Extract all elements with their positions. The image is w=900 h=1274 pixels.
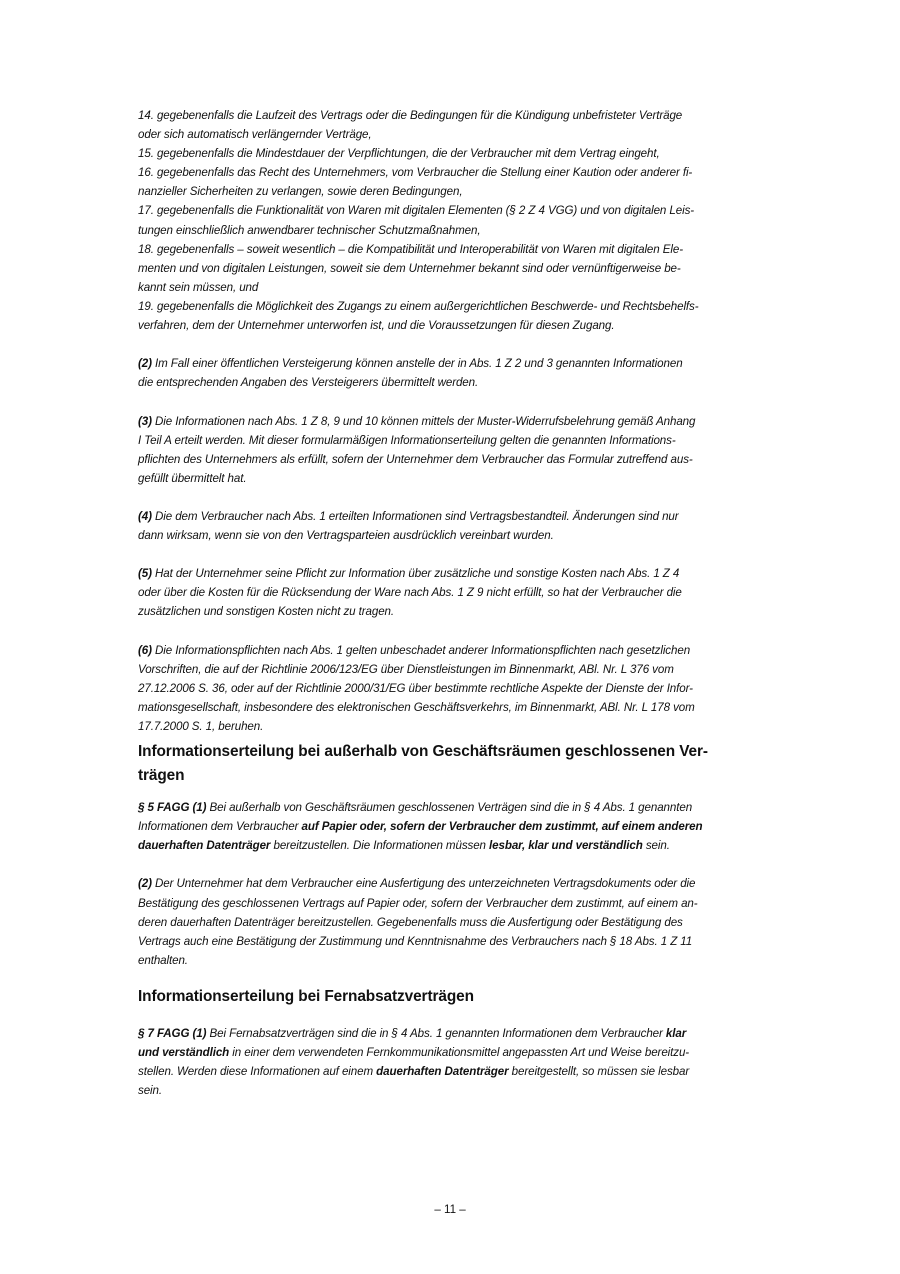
- list-item: [138, 144, 750, 163]
- section-5-paragraph-2: [138, 874, 750, 969]
- text-line: tungen einschließlich anwendbarer technischer Schutzmaßnahmen,: [138, 223, 481, 237]
- text-line: [138, 836, 750, 855]
- heading-line: trägen: [138, 767, 185, 785]
- text-line: oder sich automatisch verlängernder Verträge,: [138, 128, 372, 142]
- text-line: I Teil A erteilt werden. Mit dieser formularmäßigen Informationserteilung gelten die genannten Informations-: [138, 433, 676, 447]
- paragraph-gap: [138, 545, 750, 564]
- text-line: [138, 1062, 750, 1081]
- text-line: [138, 1024, 750, 1043]
- emphasis-text: lesbar, klar und verständlich: [489, 839, 643, 853]
- text-span: sein.: [642, 839, 670, 853]
- text-line: Bestätigung des geschlossenen Vertrags auf Papier oder, sofern der Verbraucher dem zustimmt, auf einem an-: [138, 896, 698, 910]
- text-line: kannt sein müssen, und: [138, 280, 259, 294]
- text-line: pflichten des Unternehmers als erfüllt, sofern der Unternehmer dem Verbraucher das Formular zutreffend aus-: [138, 452, 693, 466]
- emphasis-text: dauerhaften Datenträger: [376, 1065, 509, 1079]
- text-span: Bei außerhalb von Geschäftsräumen geschlossenen Verträgen sind die in § 4 Abs. 1 genannten: [206, 801, 693, 815]
- heading-line: Informationserteilung bei außerhalb von Geschäftsräumen geschlossenen Ver-: [138, 743, 708, 761]
- paragraph-number: (6): [138, 643, 152, 657]
- page-number: – 11 –: [434, 1203, 466, 1216]
- section-heading-offsite: [138, 740, 750, 788]
- text-span: Der Unternehmer hat dem Verbraucher eine Ausfertigung des unterzeichneten Vertragsdokuments oder die: [151, 877, 696, 891]
- text-span: Die Informationen nach Abs. 1 Z 8, 9 und 10 können mittels der Muster-Widerrufsbelehrung gemäß Anhang: [151, 414, 696, 428]
- text-span: Hat der Unternehmer seine Pflicht zur Information über zusätzliche und sonstige Kosten nach Abs. 1 Z 4: [151, 567, 680, 581]
- paragraph-number: (2): [138, 877, 152, 891]
- list-item: [138, 297, 750, 335]
- text-span: bereitgestellt, so müssen sie lesbar: [508, 1065, 690, 1079]
- text-span: bereitzustellen. Die Informationen müssen: [270, 839, 490, 853]
- text-span: Die dem Verbraucher nach Abs. 1 erteilten Informationen sind Vertragsbestandteil. Änderungen sind nur: [151, 509, 679, 523]
- text-line: gefüllt übermittelt hat.: [138, 471, 247, 485]
- text-line: mationsgesellschaft, insbesondere des elektronischen Geschäftsverkehrs, im Binnenmarkt, ABl. Nr. L 178 vom: [138, 700, 695, 714]
- text-line: 27.12.2006 S. 36, oder auf der Richtlinie 2000/31/EG über bestimmte rechtliche Aspekte der Dienste der Infor-: [138, 681, 693, 695]
- text-span: in einer dem verwendeten Fernkommunikationsmittel angepassten Art und Weise bereitzu-: [229, 1046, 690, 1060]
- text-line: verfahren, dem der Unternehmer unterworfen ist, und die Voraussetzungen für diesen Zugang.: [138, 319, 615, 333]
- paragraph-gap: [138, 392, 750, 411]
- text-line: enthalten.: [138, 953, 188, 967]
- text-line: deren dauerhaften Datenträger bereitzustellen. Gegebenenfalls muss die Ausfertigung oder Bestätigung des: [138, 915, 683, 929]
- text-line: [138, 874, 750, 893]
- section-reference: § 7 FAGG (1): [138, 1026, 207, 1040]
- section-reference: § 5 FAGG (1): [138, 801, 207, 815]
- paragraph-4: [138, 507, 750, 545]
- text-line: dann wirksam, wenn sie von den Vertragsparteien ausdrücklich vereinbart wurden.: [138, 529, 554, 543]
- text-line: [138, 507, 750, 526]
- enumeration-list: [138, 106, 750, 335]
- text-line: Vertrags auch eine Bestätigung der Zustimmung und Kenntnisnahme des Verbrauchers nach § 18 Abs. 1 Z 11: [138, 934, 693, 948]
- paragraph-gap: [138, 488, 750, 507]
- emphasis-text: klar: [665, 1026, 687, 1040]
- paragraph-6: [138, 641, 750, 736]
- text-span: Bei Fernabsatzverträgen sind die in § 4 Abs. 1 genannten Informationen dem Verbraucher: [206, 1026, 666, 1040]
- section-7-paragraph-1: [138, 1024, 750, 1100]
- document-page: [138, 106, 750, 1100]
- text-line: oder über die Kosten für die Rücksendung der Ware nach Abs. 1 Z 9 nicht erfüllt, so hat der Verbraucher die: [138, 586, 682, 600]
- text-line: [138, 798, 750, 817]
- paragraph-number: (3): [138, 414, 152, 428]
- text-span: Im Fall einer öffentlichen Versteigerung können anstelle der in Abs. 1 Z 2 und 3 genannten Informationen: [151, 357, 683, 371]
- text-line: menten und von digitalen Leistungen, soweit sie dem Unternehmer bekannt sind oder vernünftigerweise be-: [138, 261, 681, 275]
- list-item: [138, 201, 750, 239]
- section-heading-distance: Informationserteilung bei Fernabsatzverträgen: [138, 987, 474, 1005]
- paragraph-gap: [138, 855, 750, 874]
- text-line: 17. gegebenenfalls die Funktionalität von Waren mit digitalen Elementen (§ 2 Z 4 VGG) und von digitalen Leis-: [138, 204, 695, 218]
- paragraph-gap: [138, 622, 750, 641]
- list-item: [138, 106, 750, 144]
- text-line: [138, 412, 750, 431]
- text-line: die entsprechenden Angaben des Versteigerers übermittelt werden.: [138, 376, 479, 390]
- text-line: zusätzlichen und sonstigen Kosten nicht zu tragen.: [138, 605, 395, 619]
- emphasis-text: und verständlich: [138, 1046, 230, 1060]
- text-line: Vorschriften, die auf der Richtlinie 2006/123/EG über Dienstleistungen im Binnenmarkt, ABl. Nr. L 376 vom: [138, 662, 674, 676]
- text-line: nanzieller Sicherheiten zu verlangen, sowie deren Bedingungen,: [138, 185, 463, 199]
- paragraph-number: (4): [138, 509, 152, 523]
- text-line: 18. gegebenenfalls – soweit wesentlich – die Kompatibilität und Interoperabilität von Waren mit digitalen Ele-: [138, 242, 683, 256]
- text-line: [138, 564, 750, 583]
- text-line: [138, 817, 750, 836]
- paragraph-3: [138, 412, 750, 488]
- section-5-paragraph-1: [138, 798, 750, 855]
- text-line: 16. gegebenenfalls das Recht des Unternehmers, vom Verbraucher die Stellung einer Kaution oder anderer fi-: [138, 166, 693, 180]
- paragraph-number: (5): [138, 567, 152, 581]
- text-span: Die Informationspflichten nach Abs. 1 gelten unbeschadet anderer Informationspflichten nach gesetzlichen: [151, 643, 691, 657]
- text-line: 19. gegebenenfalls die Möglichkeit des Zugangs zu einem außergerichtlichen Beschwerde- und Rechtsbehelfs-: [138, 299, 699, 313]
- text-line: 15. gegebenenfalls die Mindestdauer der Verpflichtungen, die der Verbraucher mit dem Vertrag eingeht,: [138, 147, 660, 161]
- paragraph-number: (2): [138, 357, 152, 371]
- emphasis-text: dauerhaften Datenträger: [138, 839, 271, 853]
- text-span: stellen. Werden diese Informationen auf einem: [138, 1065, 377, 1079]
- text-line: sein.: [138, 1084, 162, 1098]
- list-item: [138, 240, 750, 297]
- text-line: [138, 1043, 750, 1062]
- text-line: 17.7.2000 S. 1, beruhen.: [138, 720, 264, 733]
- emphasis-text: auf Papier oder, sofern der Verbraucher dem zustimmt, auf einem anderen: [301, 820, 703, 834]
- paragraph-2: [138, 354, 750, 392]
- paragraph-5: [138, 564, 750, 621]
- paragraph-gap: [138, 335, 750, 354]
- text-line: 14. gegebenenfalls die Laufzeit des Vertrags oder die Bedingungen für die Kündigung unbefristeter Verträge: [138, 109, 683, 122]
- list-item: [138, 163, 750, 201]
- text-line: [138, 354, 750, 373]
- text-span: Informationen dem Verbraucher: [138, 820, 302, 834]
- text-line: [138, 641, 750, 660]
